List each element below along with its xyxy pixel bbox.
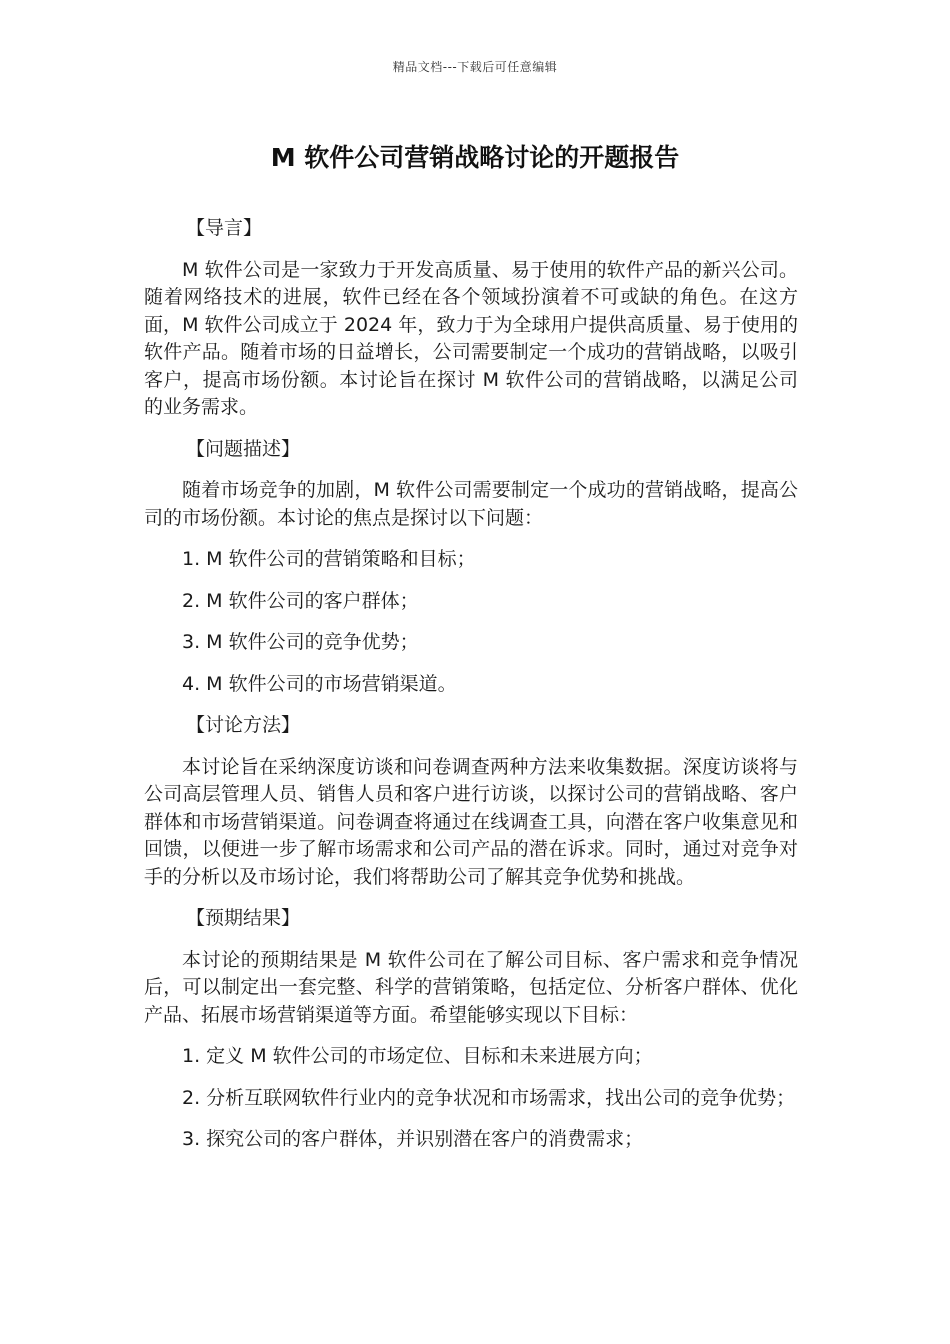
section-heading-problem: 【问题描述】 (186, 437, 301, 460)
page-header: 精品文档---下载后可任意编辑 (392, 60, 558, 74)
problem-paragraph: 随着市场竞争的加剧，M 软件公司需要制定一个成功的营销战略，提高公司的市场份额。本讨论的焦点是探讨以下问题： (144, 479, 798, 529)
problem-list-item: 1. M 软件公司的营销策略和目标； (182, 548, 476, 570)
section-heading-method: 【讨论方法】 (186, 714, 301, 736)
intro-paragraph: M 软件公司是一家致力于开发高质量、易于使用的软件产品的新兴公司。随着网络技术的进展，软件已经在各个领域扮演着不可或缺的角色。在这方面，M 软件公司成立于 2024 年，致力于为全球用户提供高质量、易于使用的软件产品。随着市场的日益增长，公司需要制定一个成功的营销战略，以吸引客户，提高市场份额。本讨论旨在探讨 M 软件公司的营销战略，以满足公司的业务需求。 (144, 258, 798, 418)
document-title: M 软件公司营销战略讨论的开题报告 (270, 143, 680, 172)
document-body (144, 215, 798, 1168)
result-paragraph: 本讨论的预期结果是 M 软件公司在了解公司目标、客户需求和竞争情况后，可以制定出一套完整、科学的营销策略，包括定位、分析客户群体、优化产品、拓展市场营销渠道等方面。希望能够实现以下目标： (144, 948, 798, 1026)
problem-list-item: 4. M 软件公司的市场营销渠道。 (182, 672, 457, 695)
section-heading-result: 【预期结果】 (186, 907, 301, 929)
method-paragraph: 本讨论旨在采纳深度访谈和问卷调查两种方法来收集数据。深度访谈将与公司高层管理人员、销售人员和客户进行访谈，以探讨公司的营销战略、客户群体和市场营销渠道。问卷调查将通过在线调查工具，向潜在客户收集意见和回馈，以便进一步了解市场需求和公司产品的潜在诉求。同时，通过对竞争对手的分析以及市场讨论，我们将帮助公司了解其竞争优势和挑战。 (144, 755, 798, 888)
problem-list-item: 3. M 软件公司的竞争优势； (182, 631, 419, 653)
result-list-item: 1. 定义 M 软件公司的市场定位、目标和未来进展方向； (182, 1045, 653, 1067)
problem-list-item: 2. M 软件公司的客户群体； (182, 589, 419, 612)
result-list-item: 2. 分析互联网软件行业内的竞争状况和市场需求，找出公司的竞争优势； (182, 1086, 796, 1109)
section-heading-intro: 【导言】 (186, 217, 263, 239)
result-list-item: 3. 探究公司的客户群体，并识别潜在客户的消费需求； (182, 1128, 644, 1150)
